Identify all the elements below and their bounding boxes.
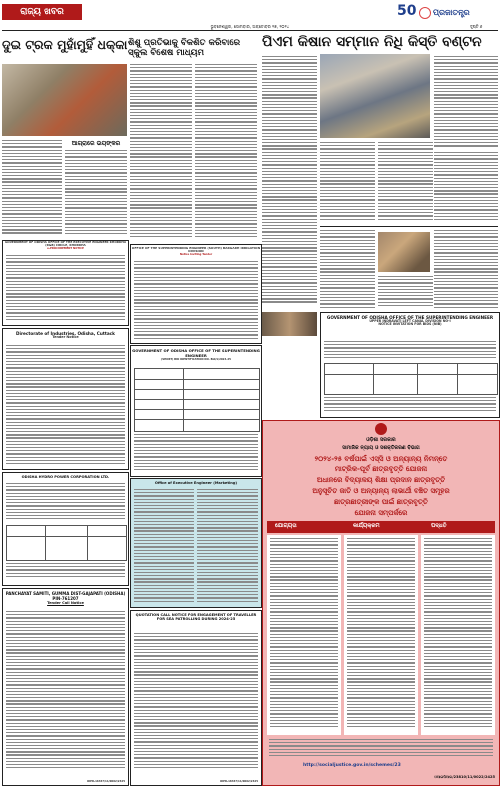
tender-title: Directorate of Industries, Odisha, Cuttack — [16, 331, 115, 336]
tender-govt-right — [320, 312, 500, 418]
section-title: ରାଜ୍ୟ ଖବର — [20, 7, 64, 17]
scheme-line-8: ଯୋଜନା ସମ୍ପର୍କରେ — [354, 509, 408, 517]
page-label: ଦୃଷ୍ଟି ୬ — [470, 24, 483, 29]
tender-circuit — [130, 478, 262, 608]
scheme-line-2: ସାମାଜିକ ନ୍ୟାୟ ଓ ସଶକ୍ତିକରଣ ବିଭାଗ — [342, 445, 420, 451]
tender-subtitle: Tender Notice — [52, 335, 79, 339]
tender-subtitle: (SHORT) BID IDENTIFICATION NO. Bid/1/2024-25 — [161, 358, 231, 361]
article-right-mid-2 — [378, 276, 433, 310]
article-right-mid-1 — [320, 230, 375, 310]
scheme-line-4: ମାଟ୍ରିକ-ପୂର୍ବ ଛାତ୍ରବୃତ୍ତି ଯୋଜନା — [334, 465, 428, 473]
scheme-col-b — [344, 535, 418, 735]
scheme-line-3: ୨୦୨୪-୨୫ ବର୍ଷପାଇଁ ଏସ୍‌ସି ଓ ଅନ୍ୟାନ୍ୟ ନିମନ୍ତେ — [314, 455, 448, 463]
body-text-lines — [270, 538, 338, 733]
people-group-photo — [262, 312, 317, 336]
headline-mid: ଶିଶୁ ପ୍ରତିଭାକୁ ବିକଶିତ କରିବାରେ ସ୍କୁଲ ବିଶେଷ ମାଧ୍ୟମ — [128, 38, 241, 58]
masthead-rule — [2, 30, 498, 31]
scheme-line-1: ଓଡ଼ିଶା ସରକାର — [366, 437, 396, 443]
tender-directorate — [2, 328, 129, 470]
tender-title: ODISHA HYDRO POWER CORPORATION LTD. — [21, 475, 110, 479]
tender-title: OFFICE OF THE SUPERINTENDING ENGINEER (SOUTH) BARGARH IRRIGATION DIVISION — [131, 246, 261, 254]
scheme-line-6: ଅନୁସୂଚିତ ଜାତି ଓ ଅନ୍ୟାନ୍ୟ ଲାଭାର୍ଥୀ ବଞ୍ଚିତ ସମୂହର — [312, 487, 450, 495]
brand-name: ପ୍ରଜାତନ୍ତ୍ର — [433, 8, 470, 17]
article-right-col-3 — [378, 142, 433, 222]
subhead-left: ଆଗ୍ରାରେ ଭୟଙ୍କର — [71, 140, 121, 147]
article-right-col-1 — [262, 56, 317, 306]
masthead-logo — [397, 3, 497, 23]
tender-subtitle: Tender Call Notice — [47, 601, 84, 605]
truck-accident-photo — [2, 64, 127, 136]
bid-table — [324, 363, 498, 395]
divider-right-1 — [320, 226, 498, 227]
tender-govt-odisha — [2, 240, 129, 326]
body-text-lines — [6, 563, 125, 583]
body-text-lines — [424, 538, 492, 733]
scheme-col-a — [267, 535, 341, 735]
scheme-columns-header — [267, 521, 495, 533]
emblem-icon — [375, 423, 387, 435]
tender-subtitle: UPPER INDRAVATI LEFT CANAL DIVISION NO-I — [369, 319, 451, 323]
tender-title: GOVERNMENT OF ODISHA OFFICE OF THE EXECUTIVE ENGINEER KHORDHA (R&B) CIRCLE, KHORDHA — [4, 240, 127, 248]
tender-table — [134, 368, 260, 432]
body-text-lines — [134, 261, 258, 341]
tender-subtitle-2: NOTICE INVITATION FOR BIDS (NIB) — [378, 322, 442, 327]
body-text-lines — [6, 483, 125, 523]
body-text-lines — [6, 255, 125, 323]
body-text-lines — [197, 489, 258, 605]
article-left-body — [2, 140, 62, 236]
scheme-code: ଓଆଇପିଆର/23810/11/0022/2425 — [434, 775, 495, 779]
body-text-lines — [324, 341, 496, 361]
tender-quotation — [130, 610, 262, 786]
scheme-line-7: ଛାତ୍ରଛାତ୍ରୀଙ୍କ ପାଇଁ ଛାତ୍ରବୃତ୍ତି — [334, 498, 428, 506]
tender-title: Office of Executive Engineer (Marketing) — [154, 481, 238, 485]
headline-right: ପିଏମ କିଷାନ ସମ୍ମାନ ନିଧି କିସ୍ତି ବଣ୍ଟନ — [262, 34, 482, 50]
headline-left: ଦୁଇ ଟ୍ରକ ମୁହାଁମୁହିଁ ଧକ୍କା — [2, 37, 128, 52]
tender-ohpc — [2, 472, 129, 586]
tender-subtitle: e-PROCUREMENT NOTICE — [47, 247, 84, 251]
tender-eng-office — [130, 244, 262, 344]
article-mid-body-2 — [195, 64, 257, 239]
col-eligibility: ଯୋଗ୍ୟତା — [275, 523, 297, 529]
anniversary-badge: 50 — [397, 3, 417, 19]
meeting-photo — [378, 232, 430, 272]
tender-title: GOVERNMENT OF ODISHA OFFICE OF THE SUPERINTENDING ENGINEER — [326, 315, 494, 320]
article-left-body-2 — [65, 150, 127, 236]
article-right-col-4 — [434, 56, 498, 148]
tender-panchayat — [2, 588, 129, 786]
date-line: ଭୁବନେଶ୍ୱର, ସୋମବାର, ଅକ୍ଟୋବର ୨୭, ୨୦୨୪ — [210, 24, 290, 29]
logo-swoosh-icon — [419, 7, 431, 19]
body-text-lines — [347, 538, 415, 733]
scheme-col-c — [421, 535, 495, 735]
scheme-notes — [269, 739, 493, 761]
body-text-lines — [134, 633, 258, 773]
body-text-lines — [134, 489, 194, 605]
article-right-col-5 — [434, 152, 498, 224]
tender-code: OIPR-18347/11/0002/2425 — [219, 779, 258, 783]
body-text-lines — [134, 434, 258, 474]
tender-code: OIPR-16347/11/0002/2425 — [86, 779, 125, 783]
section-banner — [2, 4, 82, 20]
tender-title: PANCHAYAT SAMITI, GUMMA DIST-GAJAPATI (ODISHA) PIN-761207 — [5, 591, 126, 601]
ohpc-table — [6, 525, 127, 561]
article-right-col-2 — [320, 142, 375, 222]
col-procedure: ପଦ୍ଧତି — [431, 523, 447, 529]
article-right-mid-3 — [434, 230, 498, 310]
body-text-lines — [324, 397, 496, 415]
tender-title: GOVERNMENT OF ODISHA OFFICE OF THE SUPERINTENDING ENGINEER — [132, 348, 260, 358]
col-programme: କାର୍ଯ୍ୟକ୍ରମ — [353, 523, 380, 529]
tender-title: QUOTATION CALL NOTICE FOR ENGAGEMENT OF TRAVELLER FOR SEA PATROLLING DURING 2024-25 — [135, 613, 257, 622]
tender-govt-odisha-2 — [130, 345, 262, 477]
tender-subtitle: Notice Inviting Tender — [179, 253, 213, 257]
scheme-line-5: ଅଧାନରେ ବିଦ୍ୟାଳୟ ଶିକ୍ଷା ପ୍ରଦାନ ଛାତ୍ରବୃତ୍ତି — [316, 476, 446, 484]
scholarship-advert — [262, 420, 500, 786]
scheme-url[interactable]: http://socialjustice.gov.in/schemes/23 — [303, 763, 401, 768]
pm-kisan-event-photo — [320, 54, 430, 138]
article-mid-body — [130, 64, 192, 239]
body-text-lines — [6, 611, 125, 771]
body-text-lines — [6, 345, 125, 467]
